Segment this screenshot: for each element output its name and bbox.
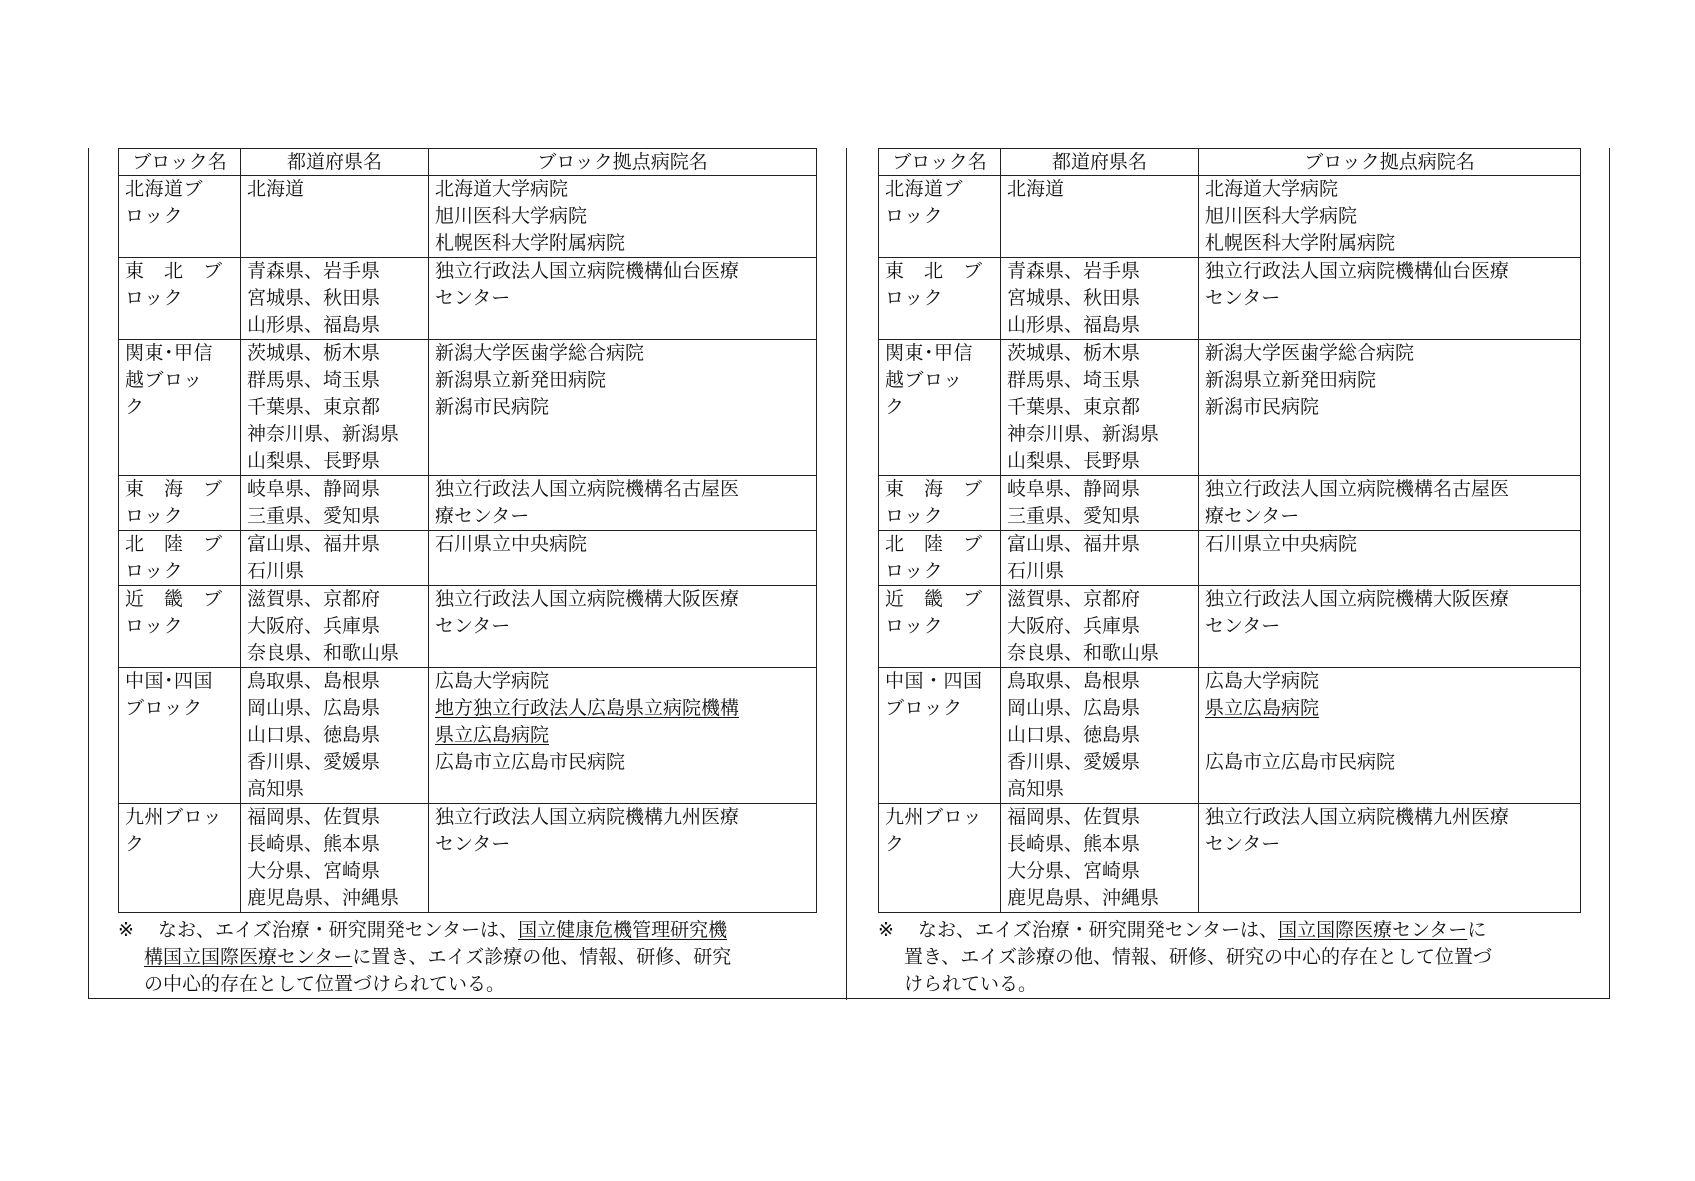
- footnote-text: の中心的存在として位置づけられている。: [144, 973, 506, 995]
- pref-line: 石川県: [247, 560, 305, 582]
- hosp-line: センター: [435, 615, 511, 637]
- block-name-cell: [119, 668, 241, 804]
- footnote-underlined-text: 構国立国際医療センター: [144, 946, 353, 968]
- table-row: [119, 804, 817, 913]
- pref-line: 福岡県、佐賀県: [1007, 806, 1141, 828]
- footnote-line: [118, 944, 817, 971]
- block-name-cell: [119, 340, 241, 476]
- pref-line: 群馬県、埼玉県: [247, 369, 381, 391]
- block-name-cell: [879, 586, 1001, 668]
- hospital-cell: [1199, 804, 1581, 913]
- hospital-cell: [1199, 531, 1581, 586]
- pref-line: 山梨県、長野県: [1007, 450, 1141, 472]
- hosp-line: 北海道大学病院: [435, 178, 569, 200]
- footnote-text: なお、エイズ治療・研究開発センターは、: [158, 919, 519, 941]
- header-prefecture: 都道府県名: [1001, 149, 1199, 176]
- header-row: [119, 149, 817, 176]
- footnote: [118, 917, 817, 998]
- block-line: ク: [885, 396, 905, 418]
- pref-line: 鹿児島県、沖縄県: [247, 887, 400, 909]
- hosp-line: 独立行政法人国立病院機構名古屋医: [435, 478, 740, 500]
- hospital-cell: [1199, 586, 1581, 668]
- prefecture-cell: [1001, 531, 1199, 586]
- block-name-cell: [879, 531, 1001, 586]
- pref-line: 岐阜県、静岡県: [247, 478, 381, 500]
- pref-line: 高知県: [247, 778, 305, 800]
- prefecture-cell: [241, 668, 429, 804]
- footnote-text: に置き、エイズ診療の他、情報、研修、研究: [352, 946, 732, 968]
- block-name-cell: [119, 258, 241, 340]
- block-line: 北 陸 ブ: [125, 533, 223, 555]
- hosp-line: 新潟市民病院: [1205, 396, 1320, 418]
- hospital-cell: [429, 476, 817, 531]
- footnote-mark: ※: [118, 919, 134, 941]
- pref-line: 三重県、愛知県: [1007, 505, 1141, 527]
- header-hospital: ブロック拠点病院名: [1199, 149, 1581, 176]
- hospital-cell: [429, 176, 817, 258]
- block-name-cell: [879, 340, 1001, 476]
- hospital-cell: [1199, 340, 1581, 476]
- block-name-cell: [879, 258, 1001, 340]
- pref-line: 岡山県、広島県: [1007, 697, 1141, 719]
- hosp-line: 広島大学病院: [1205, 670, 1320, 692]
- hosp-line: 旭川医科大学病院: [435, 205, 588, 227]
- hosp-line-underlined: 県立広島病院: [435, 724, 550, 746]
- block-name-cell: [879, 668, 1001, 804]
- hosp-line: [1205, 695, 1574, 722]
- panel-left: [118, 148, 817, 998]
- hosp-line: 新潟県立新発田病院: [435, 369, 607, 391]
- footnote-text: けられている。: [904, 973, 1038, 995]
- hospital-cell: [1199, 668, 1581, 804]
- pref-line: 山形県、福島県: [247, 314, 381, 336]
- footnote-line: [878, 917, 1581, 944]
- hosp-line: 広島市立広島市民病院: [1205, 751, 1396, 773]
- hosp-line: 療センター: [1205, 505, 1300, 527]
- pref-line: 北海道: [247, 178, 305, 200]
- hospital-cell: [429, 586, 817, 668]
- hosp-line: 石川県立中央病院: [1205, 533, 1358, 555]
- block-name-cell: [119, 804, 241, 913]
- header-hospital: ブロック拠点病院名: [429, 149, 817, 176]
- block-line: 九州ブロッ: [125, 806, 223, 828]
- hosp-line: センター: [1205, 833, 1281, 855]
- pref-line: 千葉県、東京都: [247, 396, 381, 418]
- header-prefecture: 都道府県名: [241, 149, 429, 176]
- block-line: ク: [885, 833, 905, 855]
- table-row: [119, 258, 817, 340]
- pref-line: 山形県、福島県: [1007, 314, 1141, 336]
- block-line: 越ブロッ: [885, 369, 963, 391]
- header-block: ブロック名: [879, 149, 1001, 176]
- block-table: [118, 148, 817, 913]
- hosp-line: 独立行政法人国立病院機構仙台医療: [435, 260, 740, 282]
- pref-line: 奈良県、和歌山県: [247, 642, 400, 664]
- hosp-line: 独立行政法人国立病院機構九州医療: [435, 806, 740, 828]
- hospital-cell: [429, 804, 817, 913]
- table-row: [119, 340, 817, 476]
- hosp-line-underlined: 地方独立行政法人広島県立病院機構: [435, 697, 740, 719]
- block-line: 北 陸 ブ: [885, 533, 983, 555]
- table-row: [119, 531, 817, 586]
- header-row: [879, 149, 1581, 176]
- footnote-underlined-text: 国立健康危機管理研究機: [518, 919, 728, 941]
- prefecture-cell: [1001, 476, 1199, 531]
- prefecture-cell: [1001, 586, 1199, 668]
- pref-line: 富山県、福井県: [247, 533, 381, 555]
- pref-line: 茨城県、栃木県: [1007, 342, 1141, 364]
- block-line: 北海道ブ: [885, 178, 964, 200]
- block-line: ブロック: [125, 697, 203, 719]
- hosp-line: 札幌医科大学附属病院: [435, 232, 626, 254]
- pref-line: 宮城県、秋田県: [1007, 287, 1141, 309]
- block-line: 北海道ブ: [125, 178, 204, 200]
- block-name-cell: [119, 476, 241, 531]
- pref-line: 山口県、徳島県: [247, 724, 381, 746]
- footnote-text: 置き、エイズ診療の他、情報、研修、研究の中心的存在として位置づ: [904, 946, 1493, 968]
- block-line: 九州ブロッ: [885, 806, 983, 828]
- hosp-line: センター: [435, 833, 511, 855]
- hosp-line: 新潟市民病院: [435, 396, 550, 418]
- pref-line: 千葉県、東京都: [1007, 396, 1141, 418]
- block-line: ロック: [125, 205, 184, 227]
- hosp-line: センター: [435, 287, 511, 309]
- block-table: [878, 148, 1581, 913]
- footnote-text: なお、エイズ治療・研究開発センターは、: [918, 919, 1279, 941]
- hosp-line-underlined: 県立広島病院: [1205, 697, 1320, 719]
- hosp-line: 新潟大学医歯学総合病院: [1205, 342, 1415, 364]
- pref-line: 香川県、愛媛県: [1007, 751, 1141, 773]
- hosp-line: 札幌医科大学附属病院: [1205, 232, 1396, 254]
- pref-line: 香川県、愛媛県: [247, 751, 381, 773]
- block-line: ロック: [885, 287, 944, 309]
- column-divider: [846, 148, 847, 1000]
- block-line: ロック: [125, 615, 184, 637]
- pref-line: 長崎県、熊本県: [1007, 833, 1141, 855]
- pref-line: 福岡県、佐賀県: [247, 806, 381, 828]
- hosp-line: 療センター: [435, 505, 530, 527]
- prefecture-cell: [1001, 176, 1199, 258]
- pref-line: 鳥取県、島根県: [247, 670, 381, 692]
- prefecture-cell: [241, 531, 429, 586]
- block-line: ロック: [885, 205, 944, 227]
- pref-line: 滋賀県、京都府: [247, 588, 381, 610]
- pref-line: 富山県、福井県: [1007, 533, 1141, 555]
- block-line: ロック: [885, 615, 944, 637]
- footnote-line: [878, 971, 1581, 998]
- hospital-cell: [1199, 476, 1581, 531]
- block-line: 中国・四国: [885, 670, 983, 692]
- table-row: [879, 804, 1581, 913]
- hosp-line: [435, 695, 810, 722]
- prefecture-cell: [1001, 804, 1199, 913]
- pref-line: 茨城県、栃木県: [247, 342, 381, 364]
- hosp-line: [1205, 722, 1574, 749]
- pref-line: 神奈川県、新潟県: [247, 423, 400, 445]
- pref-line: 高知県: [1007, 778, 1065, 800]
- pref-line: 奈良県、和歌山県: [1007, 642, 1160, 664]
- hosp-line: 旭川医科大学病院: [1205, 205, 1358, 227]
- pref-line: 神奈川県、新潟県: [1007, 423, 1160, 445]
- block-line: 近 畿 ブ: [885, 588, 983, 610]
- header-block: ブロック名: [119, 149, 241, 176]
- pref-line: 北海道: [1007, 178, 1065, 200]
- footnote-text: に: [1467, 919, 1487, 941]
- block-line: ロック: [885, 505, 944, 527]
- pref-line: 山梨県、長野県: [247, 450, 381, 472]
- prefecture-cell: [241, 258, 429, 340]
- hospital-cell: [429, 668, 817, 804]
- block-line: ロック: [885, 560, 944, 582]
- block-line: 東 北 ブ: [885, 260, 983, 282]
- hospital-cell: [429, 258, 817, 340]
- table-row: [119, 176, 817, 258]
- pref-line: 岡山県、広島県: [247, 697, 381, 719]
- block-line: ロック: [125, 287, 184, 309]
- block-line: ブロック: [885, 697, 963, 719]
- footnote: [878, 917, 1581, 998]
- hosp-line: 広島市立広島市民病院: [435, 751, 626, 773]
- block-line: 東 海 ブ: [885, 478, 983, 500]
- hospital-cell: [1199, 258, 1581, 340]
- footnote-line: [878, 944, 1581, 971]
- table-row: [879, 586, 1581, 668]
- footnote-line: [118, 971, 817, 998]
- footnote-underlined-text: 国立国際医療センター: [1278, 919, 1468, 941]
- pref-line: 青森県、岩手県: [1007, 260, 1141, 282]
- pref-line: 山口県、徳島県: [1007, 724, 1141, 746]
- block-name-cell: [119, 531, 241, 586]
- prefecture-cell: [1001, 668, 1199, 804]
- hosp-line: 新潟県立新発田病院: [1205, 369, 1377, 391]
- table-row: [879, 476, 1581, 531]
- block-name-cell: [119, 586, 241, 668]
- pref-line: 鳥取県、島根県: [1007, 670, 1141, 692]
- hosp-line: 石川県立中央病院: [435, 533, 588, 555]
- prefecture-cell: [1001, 258, 1199, 340]
- table-row: [879, 258, 1581, 340]
- block-line: ロック: [125, 560, 184, 582]
- footnote-mark: ※: [878, 919, 894, 941]
- hospital-cell: [429, 531, 817, 586]
- hospital-cell: [429, 340, 817, 476]
- block-name-cell: [879, 804, 1001, 913]
- hosp-line: 独立行政法人国立病院機構名古屋医: [1205, 478, 1510, 500]
- table-row: [119, 586, 817, 668]
- hosp-line: 独立行政法人国立病院機構大阪医療: [1205, 588, 1510, 610]
- block-name-cell: [879, 176, 1001, 258]
- hosp-line: 広島大学病院: [435, 670, 550, 692]
- block-line: 東 北 ブ: [125, 260, 223, 282]
- prefecture-cell: [241, 340, 429, 476]
- pref-line: 岐阜県、静岡県: [1007, 478, 1141, 500]
- block-line: 関東･甲信: [885, 342, 974, 364]
- table-row: [879, 340, 1581, 476]
- prefecture-cell: [241, 176, 429, 258]
- pref-line: 群馬県、埼玉県: [1007, 369, 1141, 391]
- block-line: 近 畿 ブ: [125, 588, 223, 610]
- pref-line: 大阪府、兵庫県: [247, 615, 381, 637]
- table-row: [879, 176, 1581, 258]
- block-name-cell: [119, 176, 241, 258]
- hosp-line: 独立行政法人国立病院機構大阪医療: [435, 588, 740, 610]
- block-line: 東 海 ブ: [125, 478, 223, 500]
- block-line: 越ブロッ: [125, 369, 203, 391]
- table-row: [879, 668, 1581, 804]
- pref-line: 宮城県、秋田県: [247, 287, 381, 309]
- pref-line: 石川県: [1007, 560, 1065, 582]
- prefecture-cell: [241, 804, 429, 913]
- block-line: ク: [125, 833, 145, 855]
- hosp-line: センター: [1205, 287, 1281, 309]
- block-name-cell: [879, 476, 1001, 531]
- pref-line: 大阪府、兵庫県: [1007, 615, 1141, 637]
- panel-right: [878, 148, 1581, 998]
- prefecture-cell: [241, 586, 429, 668]
- pref-line: 長崎県、熊本県: [247, 833, 381, 855]
- table-row: [879, 531, 1581, 586]
- hosp-line: 北海道大学病院: [1205, 178, 1339, 200]
- hospital-cell: [1199, 176, 1581, 258]
- pref-line: 大分県、宮崎県: [1007, 860, 1141, 882]
- hosp-line: センター: [1205, 615, 1281, 637]
- pref-line: 鹿児島県、沖縄県: [1007, 887, 1160, 909]
- block-line: ク: [125, 396, 145, 418]
- table-row: [119, 668, 817, 804]
- pref-line: 滋賀県、京都府: [1007, 588, 1141, 610]
- pref-line: 三重県、愛知県: [247, 505, 381, 527]
- hosp-line: [435, 722, 810, 749]
- hosp-line: 新潟大学医歯学総合病院: [435, 342, 645, 364]
- hosp-line: 独立行政法人国立病院機構仙台医療: [1205, 260, 1510, 282]
- block-line: 関東･甲信: [125, 342, 214, 364]
- footnote-line: [118, 917, 817, 944]
- pref-line: 青森県、岩手県: [247, 260, 381, 282]
- hosp-line: 独立行政法人国立病院機構九州医療: [1205, 806, 1510, 828]
- pref-line: 大分県、宮崎県: [247, 860, 381, 882]
- prefecture-cell: [241, 476, 429, 531]
- block-line: ロック: [125, 505, 184, 527]
- table-row: [119, 476, 817, 531]
- prefecture-cell: [1001, 340, 1199, 476]
- block-line: 中国･四国: [125, 670, 214, 692]
